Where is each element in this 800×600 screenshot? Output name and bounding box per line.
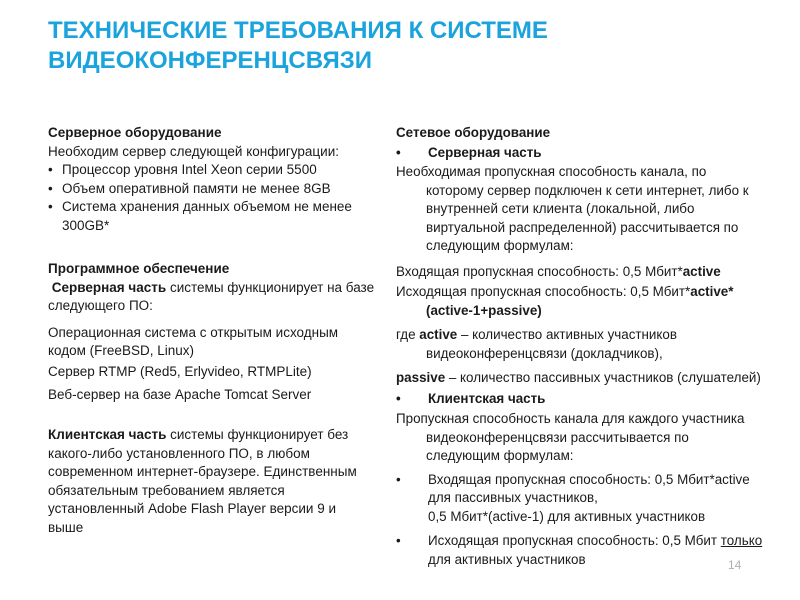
software-server-part-label: Серверная часть [51, 279, 167, 295]
network-outgoing-label: Исходящая пропускная способность: 0,5 Мбит* [396, 284, 691, 299]
server-hardware-section [48, 124, 368, 235]
network-client-out-only: только [720, 533, 763, 548]
software-server-part-text: системы функционирует на базе следующего ПО: [48, 279, 375, 313]
server-hardware-intro: Необходим сервер следующей конфигурации: [48, 143, 339, 159]
server-hardware-item-cpu: • Процессор уровня Intel Xeon серии 5500 [48, 161, 368, 180]
network-client-out-suffix: для активных участников [428, 551, 586, 567]
network-passive-word: passive [396, 370, 446, 385]
network-section [396, 124, 766, 569]
client-software-desc: системы функционирует без какого-либо установленного ПО, в любом современном интернет-браузере. Единственным обязательным требованием является установленный Adobe Flash Player версии 9 и выше [48, 427, 357, 535]
server-hardware-item-ram: • Объем оперативной памяти не менее 8GB [48, 180, 368, 199]
network-incoming [396, 263, 766, 282]
software-item-os: Операционная система с открытым исходным кодом (FreeBSD, Linux) [48, 324, 339, 358]
network-heading: Сетевое оборудование [396, 125, 551, 140]
network-server-desc: Необходимая пропускная способность канала, по которому сервер подключен к сети интернет, либо к внутренней сети клиента (локальной, либо виртуальной распределенной) рассчитывается по следующим формулам: [396, 164, 749, 253]
network-client-in-line-2: 0,5 Мбит*(active-1) для активных участников [428, 508, 706, 524]
network-passive-def [396, 369, 766, 388]
software-server-part [48, 279, 378, 316]
network-active-def [396, 326, 766, 363]
network-client-out-prefix: Исходящая пропускная способность: 0,5 Мбит [428, 533, 721, 548]
server-hardware-heading: Серверное оборудование [48, 125, 222, 140]
client-software-text [48, 426, 373, 537]
software-section [48, 260, 378, 405]
page-title-line-2: ВИДЕОКОНФЕРЕНЦСВЯЗИ [48, 47, 372, 74]
network-client-part: • Клиентская часть [396, 390, 766, 409]
network-active-word: active [419, 327, 458, 342]
network-outgoing [396, 283, 766, 320]
page-title-line-1: ТЕХНИЧЕСКИЕ ТРЕБОВАНИЯ К СИСТЕМЕ [48, 17, 548, 44]
network-server-part: • Серверная часть [396, 144, 766, 163]
network-client-desc: Пропускная способность канала для каждого участника видеоконференцсвязи рассчитывается по следующим формулам: [396, 411, 745, 463]
network-active-desc: – количество активных участников видеоконференцсвязи (докладчиков), [426, 327, 677, 361]
network-client-in-line-1: Входящая пропускная способность: 0,5 Мбит*active для пассивных участников, [428, 471, 750, 505]
page-number: 14 [728, 558, 742, 572]
network-outgoing-formula: active*(active-1+passive) [426, 284, 734, 318]
software-heading: Программное обеспечение [48, 261, 230, 276]
client-software-section [48, 426, 373, 537]
client-software-label: Клиентская часть [48, 427, 167, 442]
server-hardware-item-storage: • Система хранения данных объемом не менее 300GB* [48, 198, 368, 235]
page-title [48, 16, 748, 76]
software-item-web: Веб-сервер на базе Apache Tomcat Server [48, 387, 312, 402]
network-client-incoming [396, 471, 766, 527]
network-client-outgoing [396, 532, 766, 569]
network-incoming-label: Входящая пропускная способность: 0,5 Мбит* [396, 263, 683, 279]
network-incoming-active: active [682, 263, 721, 279]
software-item-rtmp: Сервер RTMP (Red5, Erlyvideo, RTMPLite) [48, 363, 312, 379]
network-where-label: где [396, 327, 420, 342]
network-passive-desc: – количество пассивных участников (слушателей) [445, 370, 761, 385]
